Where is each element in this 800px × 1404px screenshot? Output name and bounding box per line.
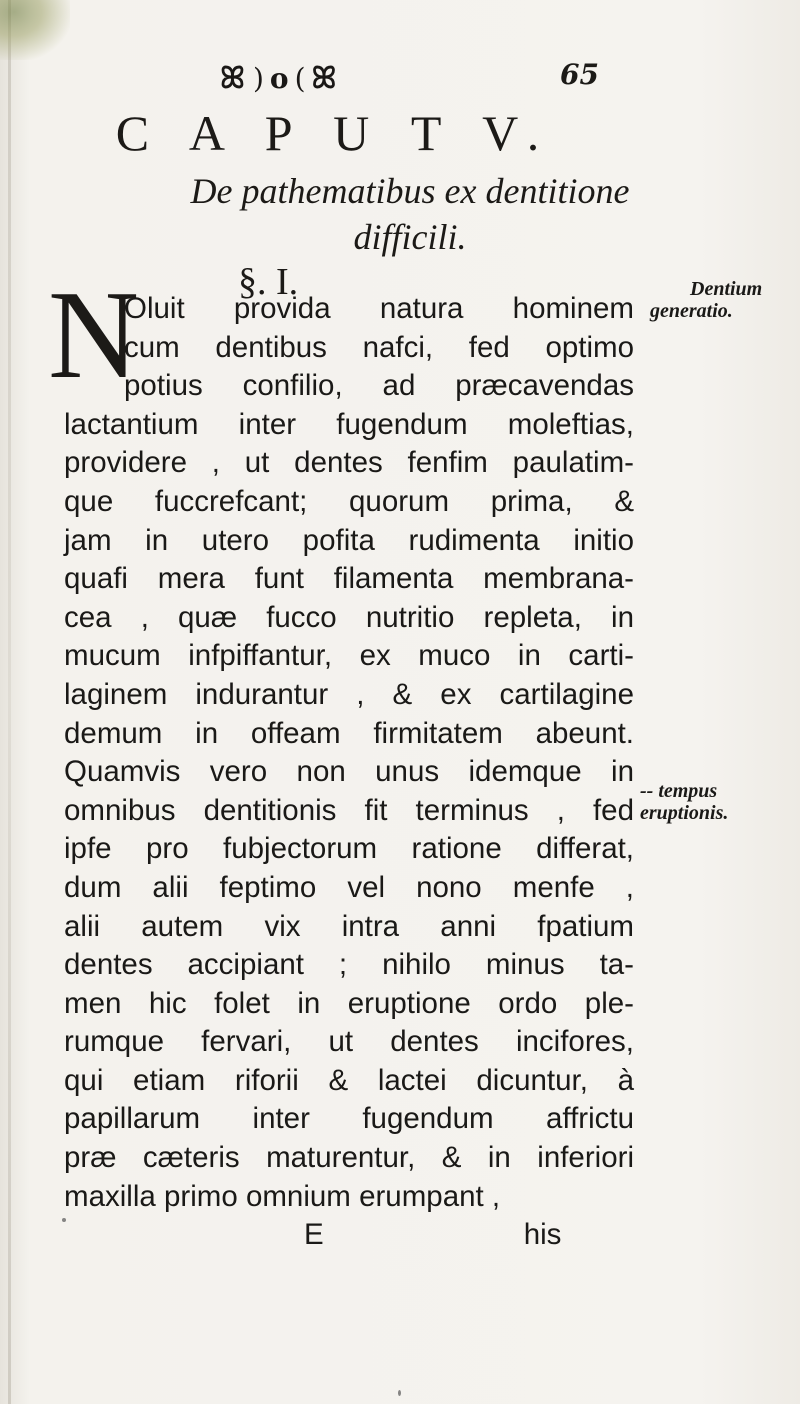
catchword: his: [523, 1218, 562, 1252]
margin-note-line: -- tempus: [640, 780, 718, 802]
section-mark: §. I.: [238, 261, 299, 303]
body-text: [64, 290, 634, 1255]
margin-note-line: generatio.: [650, 300, 733, 322]
corner-stain: [0, 0, 70, 60]
drop-cap: N: [48, 266, 139, 405]
page-fold: [8, 0, 11, 1404]
text-line: qui etiam riforii & lactei dicuntur, à: [64, 1063, 634, 1097]
header-paren-left: ): [252, 61, 264, 95]
text-line: maxilla primo omnium erumpant ,: [64, 1179, 501, 1213]
text-line: papillarum inter fugendum affrictu: [64, 1102, 634, 1136]
ornament-right-icon: ꕤ: [311, 60, 339, 96]
margin-note-tempus: [640, 780, 800, 824]
text-line: providere , ut dentes fenfim paulatim-: [64, 446, 634, 480]
text-line: cea , quæ fucco nutritio repleta, in: [64, 600, 634, 634]
text-line: præ cæteris maturentur, & in inferiori: [64, 1141, 634, 1175]
text-line: quafi mera funt filamenta membrana-: [64, 562, 634, 596]
text-line: mucum infpiffantur, ex muco in carti-: [64, 639, 634, 673]
paper-speck: [398, 1390, 401, 1396]
text-line: cum dentibus nafci, fed optimo: [124, 330, 634, 364]
signature-mark: E: [304, 1218, 324, 1252]
margin-note-line: eruptionis.: [640, 802, 729, 824]
text-line: ipfe pro fubjectorum ratione differat,: [64, 832, 634, 866]
signature-line: [64, 1216, 634, 1255]
margin-note-dentium: [650, 278, 800, 322]
subtitle-line-2: difficili.: [353, 217, 467, 257]
text-line: que fuccrefcant; quorum prima, &: [64, 484, 634, 518]
header-circle: o: [269, 61, 289, 95]
text-line: lactantium inter fugendum moleftias,: [64, 407, 634, 441]
text-line: laginem indurantur , & ex cartilagine: [64, 677, 634, 711]
text-line: Quamvis vero non unus idemque in: [64, 755, 634, 789]
ornament-left-icon: ꕤ: [220, 60, 247, 96]
text-line: jam in utero pofita rudimenta initio: [64, 523, 634, 557]
header-paren-right: (: [294, 61, 306, 95]
page-number: 65: [560, 58, 599, 91]
chapter-title: C A P U T V.: [115, 105, 555, 161]
text-line: rumque fervari, ut dentes incifores,: [64, 1025, 634, 1059]
chapter-subtitle: [170, 168, 650, 260]
text-line: Oluit provida natura hominem: [124, 292, 634, 325]
text-line: demum in offeam firmitatem abeunt.: [64, 716, 634, 750]
margin-note-line: Dentium: [690, 278, 763, 300]
text-line: potius confilio, ad præcavendas: [124, 369, 634, 403]
paper-speck: [62, 1218, 66, 1222]
text-line: alii autem vix intra anni fpatium: [64, 909, 634, 943]
text-line: omnibus dentitionis fit terminus , fed: [64, 793, 634, 827]
text-line: dentes accipiant ; nihilo minus ta-: [64, 948, 634, 982]
subtitle-line-1: De pathematibus ex dentitione: [190, 171, 630, 211]
text-line: men hic folet in eruptione ordo ple-: [64, 986, 634, 1020]
text-line: dum alii feptimo vel nono menfe ,: [64, 870, 634, 904]
